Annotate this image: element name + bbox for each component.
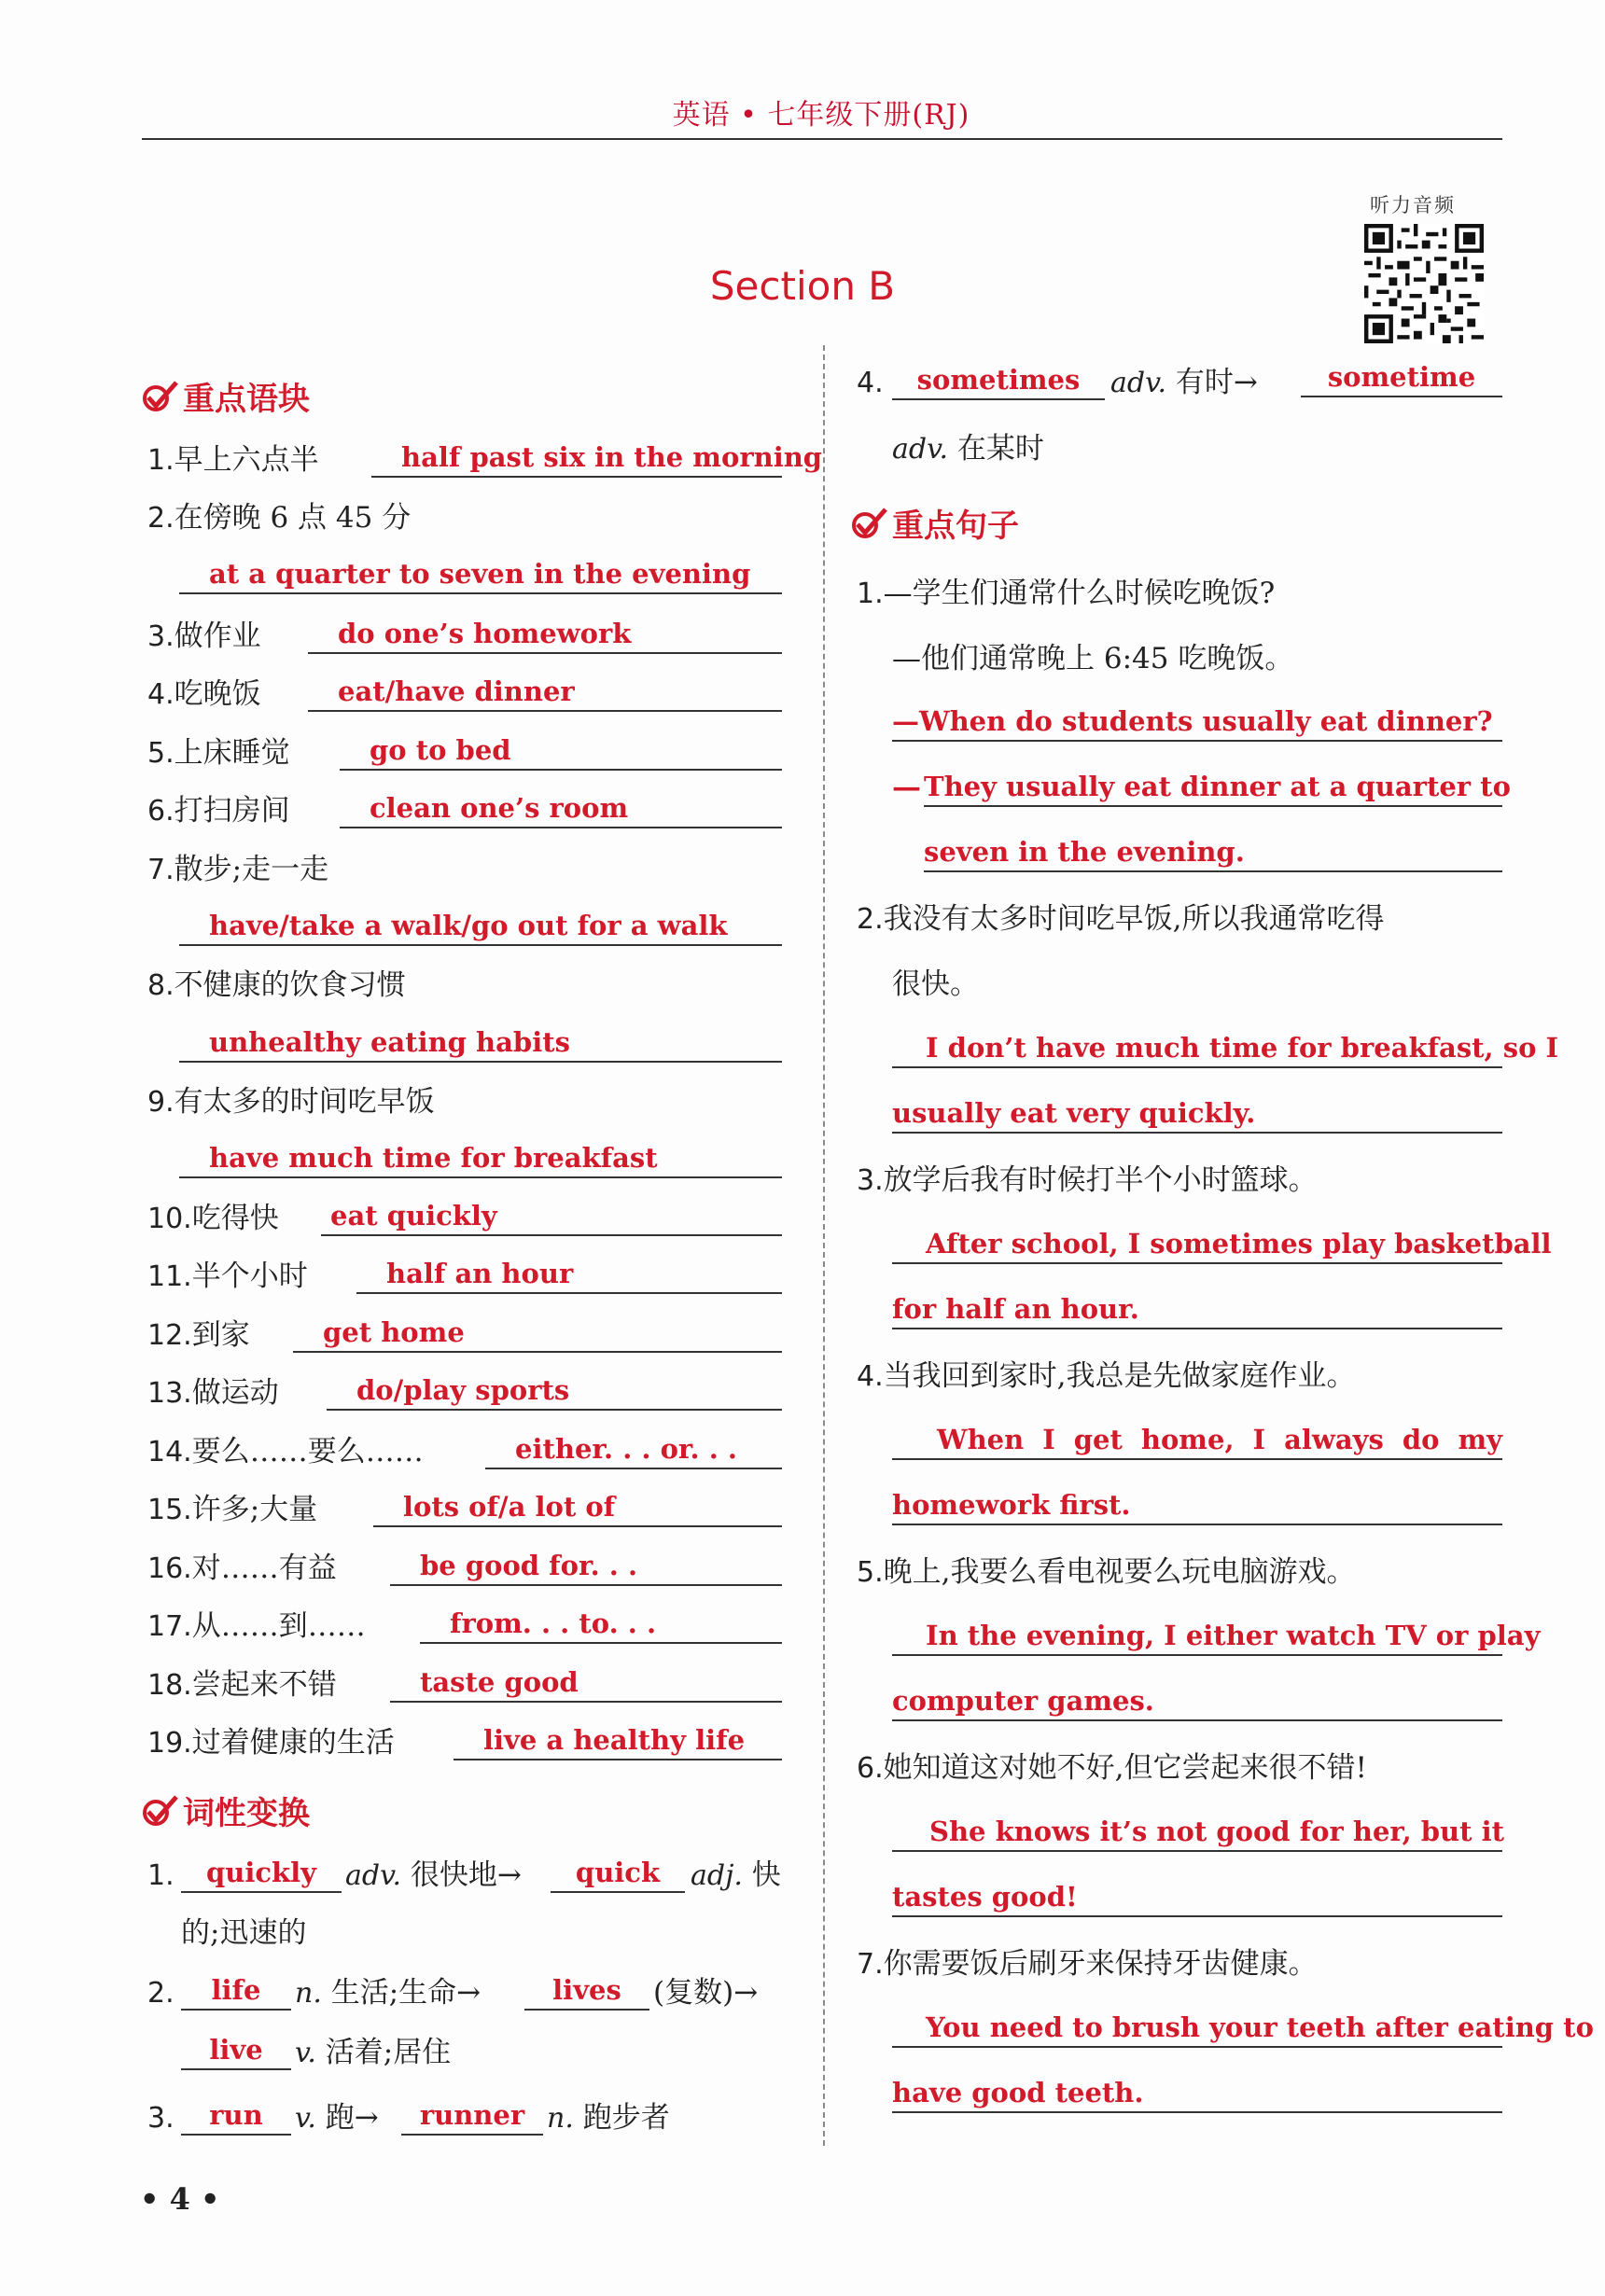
pos-abbr: n. xyxy=(295,1977,322,2010)
item-prompt: 上床睡觉 xyxy=(174,736,290,770)
answer-blank: have much time for breakfast xyxy=(179,1141,782,1178)
answer-blank: sometime xyxy=(1301,360,1502,397)
check-icon xyxy=(851,507,888,540)
wordform-item xyxy=(147,2099,174,2137)
pos-abbr: v. xyxy=(295,2102,316,2135)
dash-mark: — xyxy=(892,771,921,804)
phrase-item xyxy=(147,967,406,1005)
item-number: 4. xyxy=(147,678,174,711)
pos-abbr: adv. xyxy=(1110,367,1167,399)
section-heading-label: 重点句子 xyxy=(892,508,1019,545)
item-number: 9. xyxy=(147,1086,174,1119)
answer-blank: quickly xyxy=(181,1856,342,1893)
item-prompt: 散步;走一走 xyxy=(174,853,329,886)
item-number: 7. xyxy=(857,1948,884,1981)
item-number: 7. xyxy=(147,854,174,886)
section-title: Section B xyxy=(709,263,896,309)
item-prompt: 要么……要么…… xyxy=(191,1435,424,1468)
phrase-item xyxy=(147,792,290,830)
item-number: 13. xyxy=(147,1377,192,1410)
answer-blank: live xyxy=(181,2033,291,2070)
gloss-text: 很快地→ xyxy=(410,1858,522,1892)
phrase-item xyxy=(147,1374,279,1412)
answer-line: for half an hour. xyxy=(892,1292,1502,1329)
item-number: 8. xyxy=(147,969,174,1002)
answer-line: You need to brush your teeth after eating to xyxy=(892,2011,1502,2048)
item-number: 5. xyxy=(857,1556,884,1589)
item-prompt: 有太多的时间吃早饭 xyxy=(174,1085,435,1119)
item-number: 4. xyxy=(857,1360,884,1393)
gloss-text: 活着;居住 xyxy=(325,2036,452,2069)
item-prompt: 不健康的饮食习惯 xyxy=(174,968,406,1002)
wordform-gloss xyxy=(653,1974,758,2011)
answer-blank: either. . . or. . . xyxy=(485,1432,782,1469)
phrase-item xyxy=(147,1433,424,1471)
phrase-item xyxy=(147,1200,279,1238)
answer-line: I don’t have much time for breakfast, so I xyxy=(892,1031,1502,1068)
answer-blank: unhealthy eating habits xyxy=(179,1025,782,1063)
item-number: 10. xyxy=(147,1203,192,1235)
item-prompt: 到家 xyxy=(191,1318,250,1352)
answer-line: When I get home, I always do my xyxy=(892,1423,1502,1460)
section-heading-label: 词性变换 xyxy=(183,1795,310,1832)
answer-blank: lots of/a lot of xyxy=(373,1490,782,1527)
phrase-item xyxy=(147,618,261,656)
wordform-gloss xyxy=(1110,364,1258,402)
gloss-text: (复数)→ xyxy=(653,1976,759,2010)
item-number: 1. xyxy=(147,1859,174,1892)
header-rule xyxy=(142,138,1502,140)
answer-blank: do one’s homework xyxy=(308,617,782,654)
item-prompt: 很快。 xyxy=(892,967,979,1001)
answer-blank: half past six in the morning xyxy=(371,440,782,478)
answer-blank: half an hour xyxy=(356,1257,782,1294)
sentence-prompt xyxy=(892,966,979,1003)
answer-blank: have/take a walk/go out for a walk xyxy=(179,909,782,946)
item-number: 18. xyxy=(147,1669,192,1702)
answer-line: computer games. xyxy=(892,1684,1502,1721)
wordform-gloss xyxy=(345,1857,522,1895)
gloss-text: 跑→ xyxy=(325,2101,379,2135)
phrase-item xyxy=(147,1724,395,1762)
phrase-item xyxy=(147,1550,337,1588)
phrase-item xyxy=(147,1258,308,1296)
answer-blank: get home xyxy=(293,1315,782,1353)
check-icon xyxy=(142,380,179,413)
check-icon xyxy=(142,1794,179,1828)
answer-line: seven in the evening. xyxy=(924,835,1502,872)
answer-blank: life xyxy=(181,1973,291,2011)
section-heading-wordforms xyxy=(142,1788,310,1833)
answer-dash xyxy=(892,769,921,806)
wordform-gloss xyxy=(295,2099,379,2137)
item-prompt: 做作业 xyxy=(174,619,261,653)
item-prompt: 你需要饭后刷牙来保持牙齿健康。 xyxy=(883,1947,1318,1981)
answer-line: She knows it’s not good for her, but it xyxy=(892,1815,1502,1852)
answer-blank: taste good xyxy=(390,1665,782,1703)
item-prompt: 晚上,我要么看电视要么玩电脑游戏。 xyxy=(883,1555,1356,1589)
item-number: 11. xyxy=(147,1260,192,1293)
phrase-item xyxy=(147,675,261,714)
item-prompt: —学生们通常什么时候吃晚饭? xyxy=(883,577,1276,610)
wordform-item xyxy=(147,1857,174,1895)
phrase-item xyxy=(147,1316,250,1355)
answer-blank: clean one’s room xyxy=(340,791,782,828)
phrase-item xyxy=(147,1666,337,1705)
answer-blank: lives xyxy=(524,1973,649,2011)
item-number: 2. xyxy=(147,1977,174,2010)
sentence-item xyxy=(857,1945,1318,1983)
item-prompt: 过着健康的生活 xyxy=(191,1726,395,1760)
answer-line: tastes good! xyxy=(892,1880,1502,1917)
gloss-text: 有时→ xyxy=(1175,366,1258,399)
item-number: 3. xyxy=(147,620,174,653)
item-prompt: 在傍晚 6 点 45 分 xyxy=(174,501,412,535)
item-prompt: 许多;大量 xyxy=(191,1493,318,1526)
item-number: 15. xyxy=(147,1494,192,1526)
phrase-item xyxy=(147,1491,317,1529)
item-prompt: 对……有益 xyxy=(191,1552,337,1585)
item-number: 17. xyxy=(147,1610,192,1643)
sentence-item xyxy=(857,1553,1355,1592)
column-divider xyxy=(823,345,825,2146)
wordform-gloss xyxy=(691,1857,781,1895)
sentence-item xyxy=(857,1749,1367,1788)
item-prompt: 打扫房间 xyxy=(174,794,290,828)
sentence-prompt xyxy=(892,640,1293,677)
answer-blank: eat quickly xyxy=(321,1199,782,1236)
wordform-gloss xyxy=(295,1974,481,2012)
wordform-item xyxy=(857,364,884,402)
item-number: 6. xyxy=(147,795,174,828)
pos-abbr: v. xyxy=(295,2037,316,2069)
item-prompt: 做运动 xyxy=(191,1376,279,1410)
item-prompt: 早上六点半 xyxy=(174,443,319,477)
gloss-text: 生活;生命→ xyxy=(330,1976,482,2010)
answer-blank: eat/have dinner xyxy=(308,675,782,712)
item-number: 6. xyxy=(857,1752,884,1785)
answer-blank: quick xyxy=(551,1856,685,1893)
answer-line: They usually eat dinner at a quarter to xyxy=(924,770,1502,807)
item-number: 2. xyxy=(857,903,884,936)
item-number: 2. xyxy=(147,502,174,535)
answer-line: usually eat very quickly. xyxy=(892,1096,1502,1134)
phrase-item xyxy=(147,1083,435,1121)
answer-line: In the evening, I either watch TV or play xyxy=(892,1619,1502,1656)
answer-blank: from. . . to. . . xyxy=(420,1607,782,1644)
pos-abbr: adv. xyxy=(892,433,949,466)
pos-abbr: n. xyxy=(547,2102,574,2135)
item-number: 16. xyxy=(147,1552,192,1585)
section-heading-phrases xyxy=(142,373,310,419)
phrase-item xyxy=(147,441,319,480)
gloss-text: 快 xyxy=(751,1858,781,1892)
wordform-gloss xyxy=(547,2099,670,2137)
item-prompt: 吃晚饭 xyxy=(174,677,261,711)
phrase-item xyxy=(147,499,411,537)
item-prompt: 放学后我有时候打半个小时篮球。 xyxy=(883,1163,1318,1197)
answer-blank: at a quarter to seven in the evening xyxy=(179,557,782,594)
item-prompt: 吃得快 xyxy=(191,1202,279,1235)
answer-line: have good teeth. xyxy=(892,2076,1502,2113)
wordform-item xyxy=(147,1974,174,2012)
section-heading-label: 重点语块 xyxy=(183,381,310,418)
answer-blank: runner xyxy=(401,2098,543,2136)
section-heading-sentences xyxy=(851,500,1019,546)
pos-abbr: adv. xyxy=(345,1859,402,1892)
answer-blank: live a healthy life xyxy=(454,1723,782,1760)
item-prompt: 半个小时 xyxy=(191,1259,308,1293)
item-prompt: 当我回到家时,我总是先做家庭作业。 xyxy=(883,1359,1356,1393)
page-number: • 4 • xyxy=(140,2181,220,2217)
phrase-item xyxy=(147,851,328,889)
qr-label: 听力音频 xyxy=(1370,194,1456,216)
wordform-gloss xyxy=(181,1914,306,1952)
item-number: 12. xyxy=(147,1319,192,1352)
gloss-text: 跑步者 xyxy=(582,2101,670,2135)
sentence-item xyxy=(857,1162,1318,1200)
gloss-text: 的;迅速的 xyxy=(181,1916,307,1950)
item-number: 4. xyxy=(857,367,884,399)
item-prompt: 尝起来不错 xyxy=(191,1668,337,1702)
answer-blank: go to bed xyxy=(340,733,782,771)
item-number: 3. xyxy=(147,2102,174,2135)
answer-blank: do/play sports xyxy=(327,1373,782,1411)
answer-line: —When do students usually eat dinner? xyxy=(892,704,1502,742)
pos-abbr: adj. xyxy=(691,1859,743,1892)
wordform-gloss xyxy=(892,430,1044,468)
gloss-text: 在某时 xyxy=(956,432,1044,466)
item-prompt: 她知道这对她不好,但它尝起来很不错! xyxy=(883,1751,1367,1785)
answer-blank: sometimes xyxy=(892,363,1105,400)
sentence-item xyxy=(857,900,1384,939)
item-number: 1. xyxy=(857,577,884,610)
wordform-gloss xyxy=(295,2034,451,2072)
phrase-item xyxy=(147,734,290,772)
item-number: 1. xyxy=(147,444,174,477)
sentence-item xyxy=(857,1357,1355,1396)
item-prompt: —他们通常晚上 6:45 吃晚饭。 xyxy=(892,642,1294,675)
sentence-item xyxy=(857,575,1275,613)
answer-line: homework first. xyxy=(892,1488,1502,1525)
item-prompt: 我没有太多时间吃早饭,所以我通常吃得 xyxy=(883,902,1385,936)
item-number: 3. xyxy=(857,1164,884,1197)
running-header: 英语 • 七年级下册(RJ) xyxy=(672,99,970,132)
answer-line: After school, I sometimes play basketball xyxy=(892,1227,1502,1264)
item-prompt: 从……到…… xyxy=(191,1609,366,1643)
answer-blank: run xyxy=(181,2098,291,2136)
item-number: 19. xyxy=(147,1727,192,1760)
answer-blank: be good for. . . xyxy=(390,1549,782,1586)
item-number: 14. xyxy=(147,1436,192,1468)
item-number: 5. xyxy=(147,737,174,770)
phrase-item xyxy=(147,1607,366,1646)
